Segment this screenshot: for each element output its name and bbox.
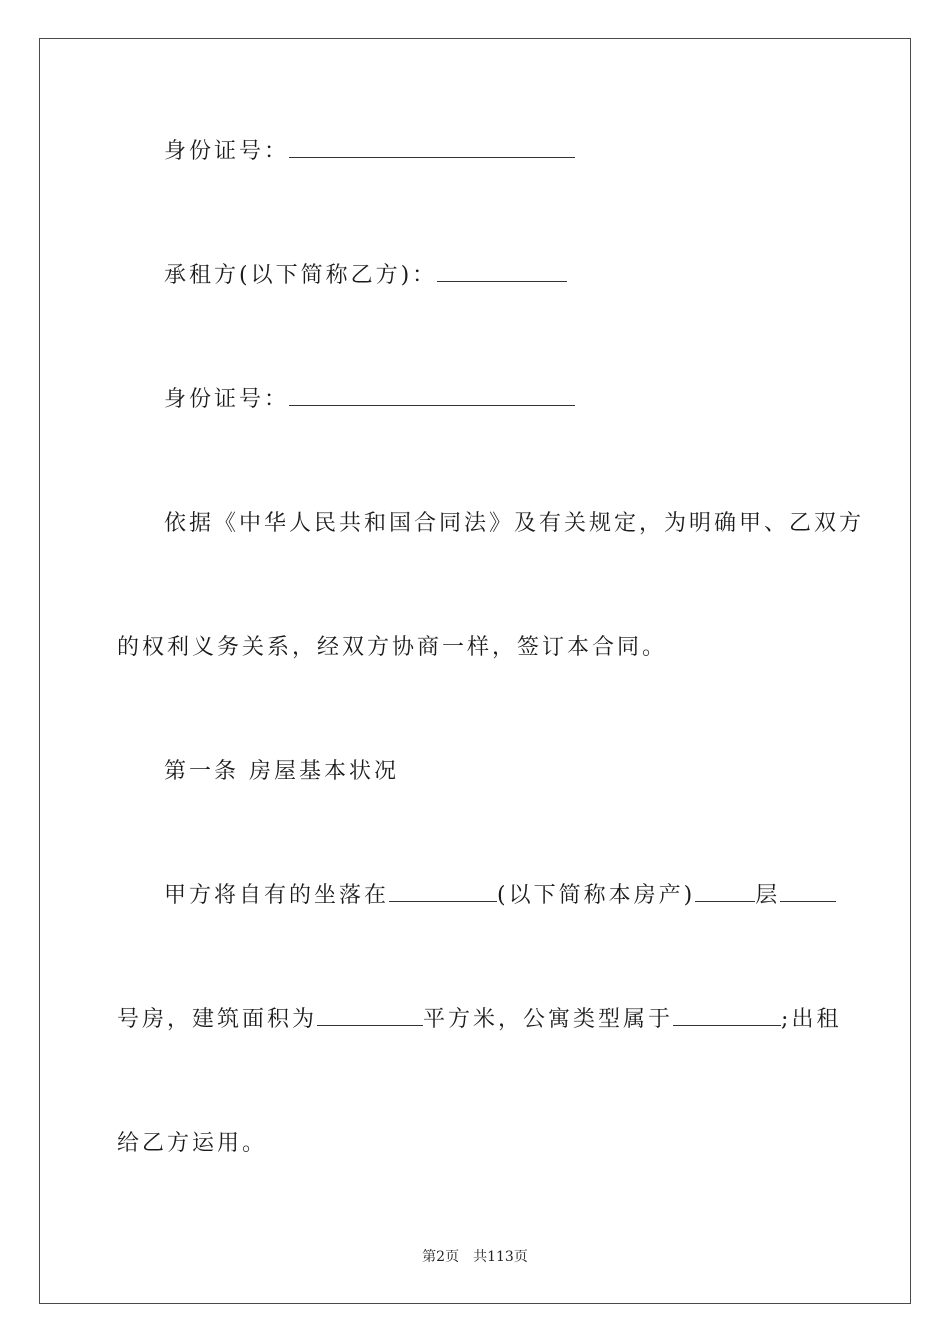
paragraph-2-line-2: [117, 1005, 841, 1035]
id-number-label: 身份证号：: [164, 139, 290, 164]
page-border: [39, 38, 911, 1304]
article-1-title: 第一条 房屋基本状况: [164, 759, 399, 784]
text-segment: ;出租: [781, 1007, 842, 1032]
floor-blank: [695, 881, 755, 902]
text-segment: 平方米，公寓类型属于: [423, 1007, 674, 1032]
id-number-blank: [289, 385, 575, 406]
area-blank: [317, 1005, 423, 1026]
page-number: 第2页: [422, 1249, 460, 1265]
id-number-blank: [289, 137, 575, 158]
tenant-line: [164, 261, 567, 291]
text-segment: 甲方将自有的坐落在: [164, 883, 390, 908]
id-number-line-2: [164, 385, 575, 415]
room-blank: [780, 881, 836, 902]
tenant-blank: [437, 261, 567, 282]
page-total: 共113页: [473, 1249, 528, 1265]
text-segment: 层: [755, 883, 781, 908]
location-blank: [389, 881, 497, 902]
paragraph-2-line-1: [164, 881, 836, 911]
page-footer: [0, 1247, 950, 1267]
paragraph-1-line-1: 依据《中华人民共和国合同法》及有关规定，为明确甲、乙双方: [164, 511, 865, 536]
id-number-label: 身份证号：: [164, 387, 290, 412]
tenant-label: 承租方(以下简称乙方)：: [164, 263, 438, 288]
text-segment: (以下简称本房产): [497, 883, 696, 908]
id-number-line-1: [164, 137, 575, 167]
paragraph-2-line-3: 给乙方运用。: [117, 1131, 268, 1156]
text-segment: 号房，建筑面积为: [117, 1007, 318, 1032]
paragraph-1-line-2: 的权利义务关系，经双方协商一样，签订本合同。: [117, 635, 668, 660]
apartment-type-blank: [673, 1005, 781, 1026]
